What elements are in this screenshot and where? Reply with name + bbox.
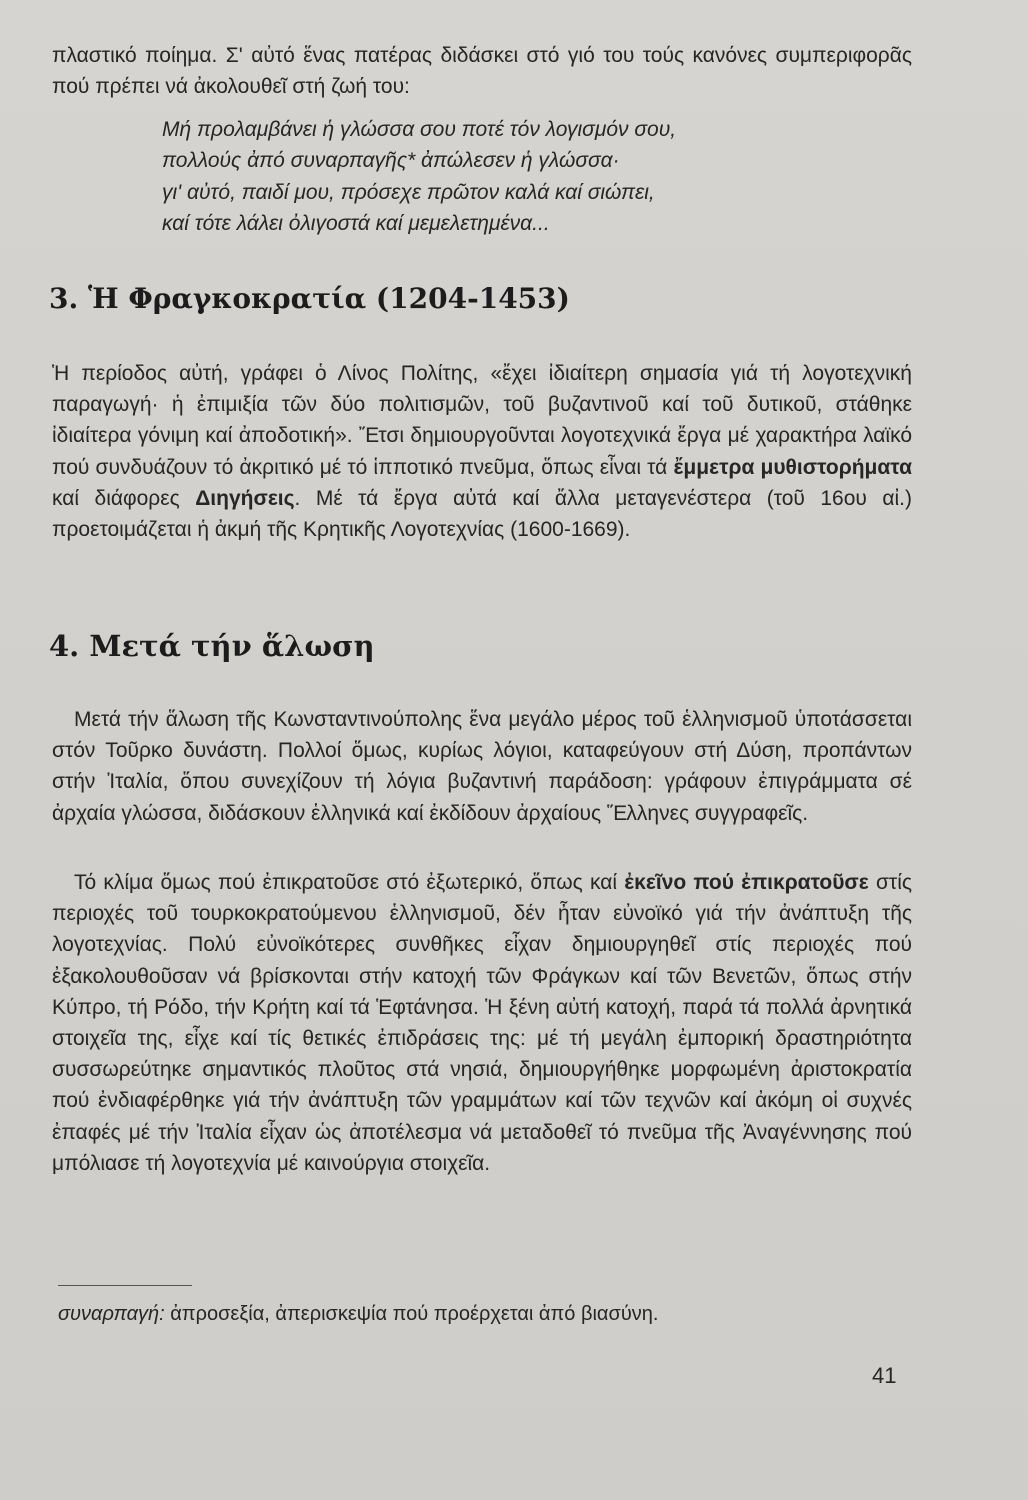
section-3-heading: 3. Ἡ Φραγκοκρατία (1204-1453) <box>49 282 570 315</box>
footnote-definition: ἀπροσεξία, ἀπερισκεψία πού προέρχεται ἀπό βιασύνη. <box>164 1303 659 1325</box>
emphasis-prevailing: ἐκεῖνο πού ἐπικρατοῦσε <box>624 871 869 894</box>
section-4-text: Τό κλίμα ὅμως πού ἐπικρατοῦσε στό ἐξωτερικό, ὅπως καί <box>74 871 625 894</box>
footnote-divider <box>58 1285 192 1286</box>
section-3-text: Ἡ περίοδος αὐτή, γράφει ὁ Λίνος Πολίτης, «ἔχει ἰδιαίτερη σημασία γιά τή λογοτεχνική παραγωγή· ἡ ἐπιμιξία τῶν δύο πολιτισμῶν, τοῦ βυζαντινοῦ καί τοῦ δυτικοῦ, στάθηκε ἰδιαίτερα γόνιμη καί ἀποδοτική». Ἔτσι δημιουργοῦνται λογοτεχνικά ἔργα μέ χαρακτήρα λαϊκό πού συνδυάζουν τό ἀκριτικό μέ τό ἱπποτικό πνεῦμα, ὅπως εἶναι τά <box>52 362 912 479</box>
section-4-text: στίς περιοχές τοῦ τουρκοκρατούμενου ἑλληνισμοῦ, δέν ἦταν εὐνοϊκό γιά τήν ἀνάπτυξη τῆς λογοτεχνίας. Πολύ εὐνοϊκότερες συνθῆκες εἶχαν δημιουργηθεῖ στίς περιοχές πού ἐξακολουθοῦσαν νά βρίσκονται στήν κατοχή τῶν Φράγκων καί τῶν Βενετῶν, ὅπως στήν Κύπρο, τή Ρόδο, τήν Κρήτη καί τά Ἑφτάνησα. Ἡ ξένη αὐτή κατοχή, παρά τά πολλά ἀρνητικά στοιχεῖα της, εἶχε καί τίς θετικές ἐπιδράσεις της: μέ τή μεγάλη ἐμπορική δραστηριότητα συσσωρεύτηκε σημαντικός πλοῦτος στά νησιά, δημιουργήθηκε μορφωμένη ἀριστοκρατία πού ἐνδιαφέρθηκε γιά τήν ἀνάπτυξη τῶν γραμμάτων καί τῶν τεχνῶν καί ἀκόμη οἱ συχνές ἐπαφές μέ τήν Ἰταλία εἶχαν ὡς ἀποτέλεσμα νά μεταδοθεῖ τό πνεῦμα τῆς Ἀναγέννησης πού μπόλιασε τή λογοτεχνία μέ καινούργια στοιχεῖα. <box>52 871 912 1175</box>
emphasis-narratives: Διηγήσεις <box>195 486 295 510</box>
section-4-paragraph-2 <box>52 867 912 1179</box>
section-3-text: . Μέ τά ἔργα αὐτά καί ἄλλα μεταγενέστερα (τοῦ 16ου αἰ.) προετοιμάζεται ἡ ἀκμή τῆς Κρητικῆς Λογοτεχνίας (1600-1669). <box>52 486 912 542</box>
footnote <box>58 1300 908 1328</box>
page-number: 41 <box>872 1363 897 1388</box>
section-3-text: καί διάφορες <box>52 486 196 510</box>
verse-line: καί τότε λάλει ὀλιγοστά καί μεμελετημένα... <box>162 211 550 235</box>
section-4-heading: 4. Μετά τήν ἅλωση <box>49 629 375 663</box>
intro-paragraph: πλαστικό ποίημα. Σ' αὐτό ἕνας πατέρας διδάσκει στό γιό του τούς κανόνες συμπεριφορᾶς πού πρέπει νά ἀκολουθεῖ στή ζωή του: <box>52 44 912 99</box>
section-4-paragraph-1: Μετά τήν ἅλωση τῆς Κωνσταντινούπολης ἕνα μεγάλο μέρος τοῦ ἑλληνισμοῦ ὑποτάσσεται στόν Τοῦρκο δυνάστη. Πολλοί ὅμως, κυρίως λόγιοι, καταφεύγουν στή Δύση, προπάντων στήν Ἰταλία, ὅπου συνεχίζουν τή λόγια βυζαντινή παράδοση: γράφουν ἐπιγράμματα σέ ἀρχαία γλώσσα, διδάσκουν ἑλληνικά καί ἐκδίδουν ἀρχαίους Ἕλληνες συγγραφεῖς. <box>52 708 912 825</box>
emphasis-verse-novels: ἔμμετρα μυθιστορήματα <box>673 455 912 479</box>
verse-line: Μή προλαμβάνει ἡ γλώσσα σου ποτέ τόν λογισμόν σου, <box>162 118 677 141</box>
poem-verse <box>162 114 902 239</box>
verse-line: γι' αὐτό, παιδί μου, πρόσεχε πρῶτον καλά καί σιώπει, <box>162 180 655 204</box>
section-3-paragraph <box>52 358 912 545</box>
verse-line: πολλούς ἀπό συναρπαγῆς* ἀπώλεσεν ἡ γλώσσα· <box>162 149 620 173</box>
footnote-term: συναρπαγή: <box>58 1303 165 1325</box>
